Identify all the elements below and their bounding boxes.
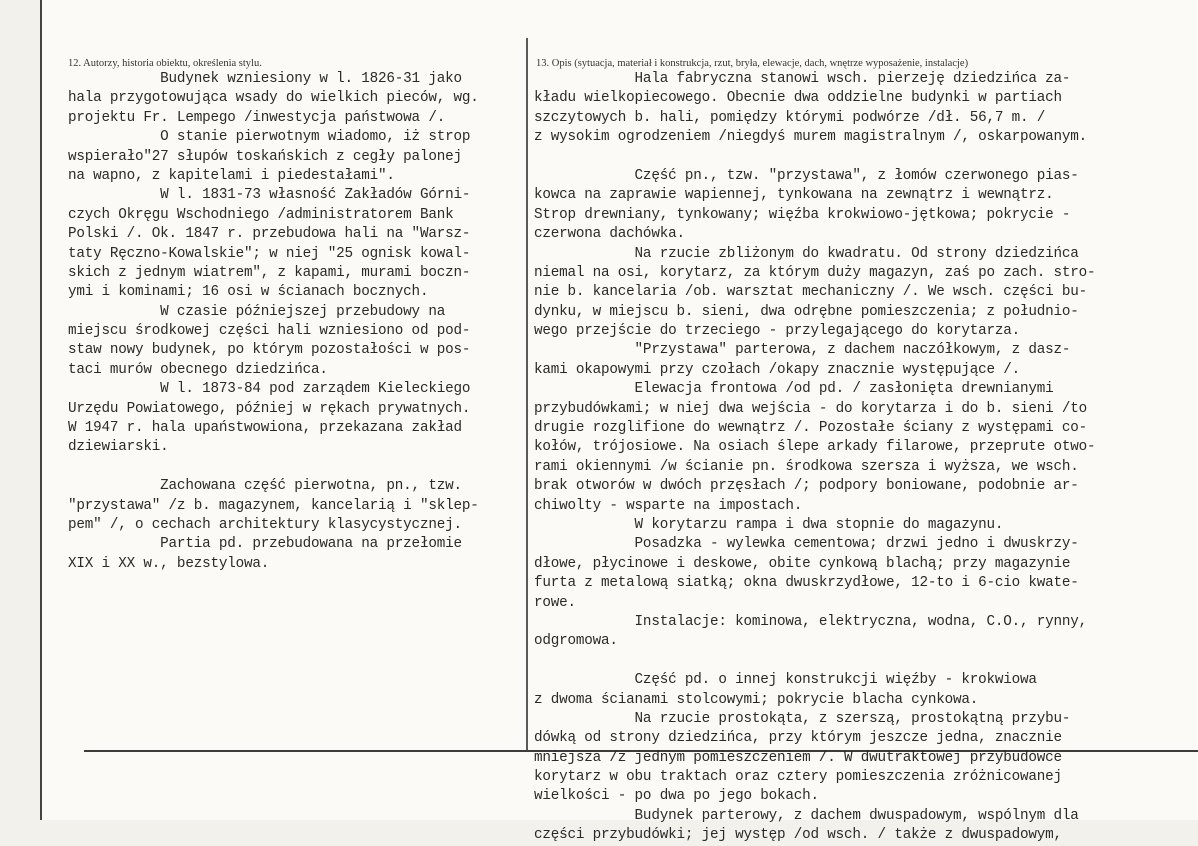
description-line: "Przystawa" parterowa, z dachem naczółkowym, z dasz- [534, 342, 1071, 359]
history-line: W czasie późniejszej przebudowy na [68, 303, 446, 320]
description-blank-line [534, 148, 1196, 167]
description-line: dówką od strony dziedzińca, przy którym jeszcze jedna, znacznie [534, 730, 1062, 747]
history-line: W l. 1873-84 pod zarządem Kieleckiego [68, 381, 471, 398]
history-line: Polski /. Ok. 1847 r. przebudowa hali na "Warsz- [68, 226, 471, 243]
history-line: W 1947 r. hala upaństwowiona, przekazana zakład [68, 420, 462, 437]
history-line: projektu Fr. Lempego /inwestycja państwowa /. [68, 109, 446, 126]
description-line: Część pd. o innej konstrukcji więźby - krokwiowa [534, 672, 1037, 689]
page-left-edge [40, 0, 42, 820]
description-line: brak otworów w dwóch przęsłach /; podpory boniowane, podobnie ar- [534, 478, 1079, 495]
description-blank-line [534, 652, 1196, 671]
history-line: Zachowana część pierwotna, pn., tzw. [68, 478, 462, 495]
history-column [68, 70, 524, 574]
description-line: chiwolty - wsparte na impostach. [534, 497, 803, 514]
description-line: dynku, w miejscu b. sieni, dwa odrębne pomieszczenia; z południo- [534, 303, 1079, 320]
description-line: Na rzucie prostokąta, z szerszą, prostokątną przybu- [534, 710, 1071, 727]
description-line: wego przejście do trzeciego - przylegającego do korytarza. [534, 323, 1021, 340]
history-blank-line [68, 458, 524, 477]
history-line: XIX i XX w., bezstylowa. [68, 555, 270, 572]
description-line: z wysokim ogrodzeniem /niegdyś murem magistralnym /, oskarpowanym. [534, 129, 1088, 146]
description-line: mniejsza /z jednym pomieszczeniem /. W dwutraktowej przybudówce [534, 749, 1062, 766]
history-line: Partia pd. przebudowana na przełomie [68, 536, 462, 553]
description-line: Na rzucie zbliżonym do kwadratu. Od strony dziedzińca [534, 245, 1079, 262]
section-13-header: 13. Opis (sytuacja, materiał i konstrukcja, rzut, bryła, elewacje, dach, wnętrze wyposażenie, instalacje) [536, 58, 969, 69]
description-line: części przybudówki; jej występ /od wsch. / także z dwuspadowym, [534, 827, 1062, 844]
description-line: kładu wielkopiecowego. Obecnie dwa oddzielne budynki w partiach [534, 90, 1062, 107]
description-line: niemal na osi, korytarz, za którym duży magazyn, zaś po zach. stro- [534, 264, 1096, 281]
description-line: korytarz w obu traktach oraz cztery pomieszczenia zróżnicowanej [534, 769, 1062, 786]
description-line: wielkości - po dwa po jego bokach. [534, 788, 819, 805]
history-line: W l. 1831-73 własność Zakładów Górni- [68, 187, 471, 204]
description-line: nie b. kancelaria /ob. warsztat mechaniczny /. We wsch. części bu- [534, 284, 1088, 301]
description-line: Część pn., tzw. "przystawa", z łomów czerwonego pias- [534, 167, 1079, 184]
description-line: drugie rozglifione do wewnątrz /. Pozostałe ściany z występami co- [534, 420, 1088, 437]
history-line: O stanie pierwotnym wiadomo, iż strop [68, 129, 471, 146]
section-12-header: 12. Autorzy, historia obiektu, określenia stylu. [68, 58, 262, 69]
description-line: odgromowa. [534, 633, 618, 650]
history-line: "przystawa" /z b. magazynem, kancelarią i "sklep- [68, 497, 479, 514]
history-line: dziewiarski. [68, 439, 169, 456]
history-line: staw nowy budynek, po którym pozostałości w pos- [68, 342, 471, 359]
description-line: kami okapowymi przy czołach /okapy znacznie występujące /. [534, 361, 1021, 378]
description-line: Elewacja frontowa /od pd. / zasłonięta drewnianymi [534, 381, 1054, 398]
history-line: skich z jednym wiatrem", z kapami, murami boczn- [68, 264, 471, 281]
history-line: Budynek wzniesiony w l. 1826-31 jako [68, 71, 462, 87]
description-line: W korytarzu rampa i dwa stopnie do magazynu. [534, 516, 1004, 533]
history-line: Urzędu Powiatowego, później w rękach prywatnych. [68, 400, 471, 417]
history-line: miejscu środkowej części hali wzniesiono od pod- [68, 323, 471, 340]
history-line: pem" /, o cechach architektury klasycystycznej. [68, 516, 462, 533]
description-line: Budynek parterowy, z dachem dwuspadowym, wspólnym dla [534, 807, 1079, 824]
history-line: wspierało"27 słupów toskańskich z cegły palonej [68, 148, 462, 165]
description-line: czerwona dachówka. [534, 226, 685, 243]
column-divider [526, 38, 528, 750]
history-line: hala przygotowująca wsady do wielkich pieców, wg. [68, 90, 479, 107]
description-line: Strop drewniany, tynkowany; więźba krokwiowo-jętkowa; pokrycie - [534, 206, 1071, 223]
description-line: przybudówkami; w niej dwa wejścia - do korytarza i do b. sieni /to [534, 400, 1088, 417]
description-column [534, 70, 1196, 846]
history-line: na wapno, z kapitelami i piedestałami". [68, 167, 395, 184]
description-line: Instalacje: kominowa, elektryczna, wodna, C.O., rynny, [534, 613, 1088, 630]
description-line: Hala fabryczna stanowi wsch. pierzeję dziedzińca za- [534, 71, 1071, 87]
history-line: taty Ręczno-Kowalskie"; w niej "25 ognisk kowal- [68, 245, 471, 262]
description-line: dłowe, płycinowe i deskowe, obite cynkową blachą; przy magazynie [534, 555, 1071, 572]
description-line: furta z metalową siatką; okna dwuskrzydłowe, 12-to i 6-cio kwate- [534, 575, 1079, 592]
description-line: kowca na zaprawie wapiennej, tynkowana na zewnątrz i wewnątrz. [534, 187, 1054, 204]
description-line: z dwoma ścianami stolcowymi; pokrycie blacha cynkowa. [534, 691, 979, 708]
description-line: Posadzka - wylewka cementowa; drzwi jedno i dwuskrzy- [534, 536, 1079, 553]
description-line: rami okiennymi /w ścianie pn. środkowa szersza i wyższa, we wsch. [534, 458, 1079, 475]
history-line: ymi i kominami; 16 osi w ścianach bocznych. [68, 284, 429, 301]
description-line: kołów, trójosiowe. Na osiach ślepe arkady filarowe, przeprute otwo- [534, 439, 1096, 456]
description-line: rowe. [534, 594, 576, 611]
history-line: taci murów obecnego dziedzińca. [68, 361, 328, 378]
description-line: szczytowych b. hali, pomiędzy którymi podwórze /dł. 56,7 m. / [534, 109, 1046, 126]
history-line: czych Okręgu Wschodniego /administratorem Bank [68, 206, 454, 223]
